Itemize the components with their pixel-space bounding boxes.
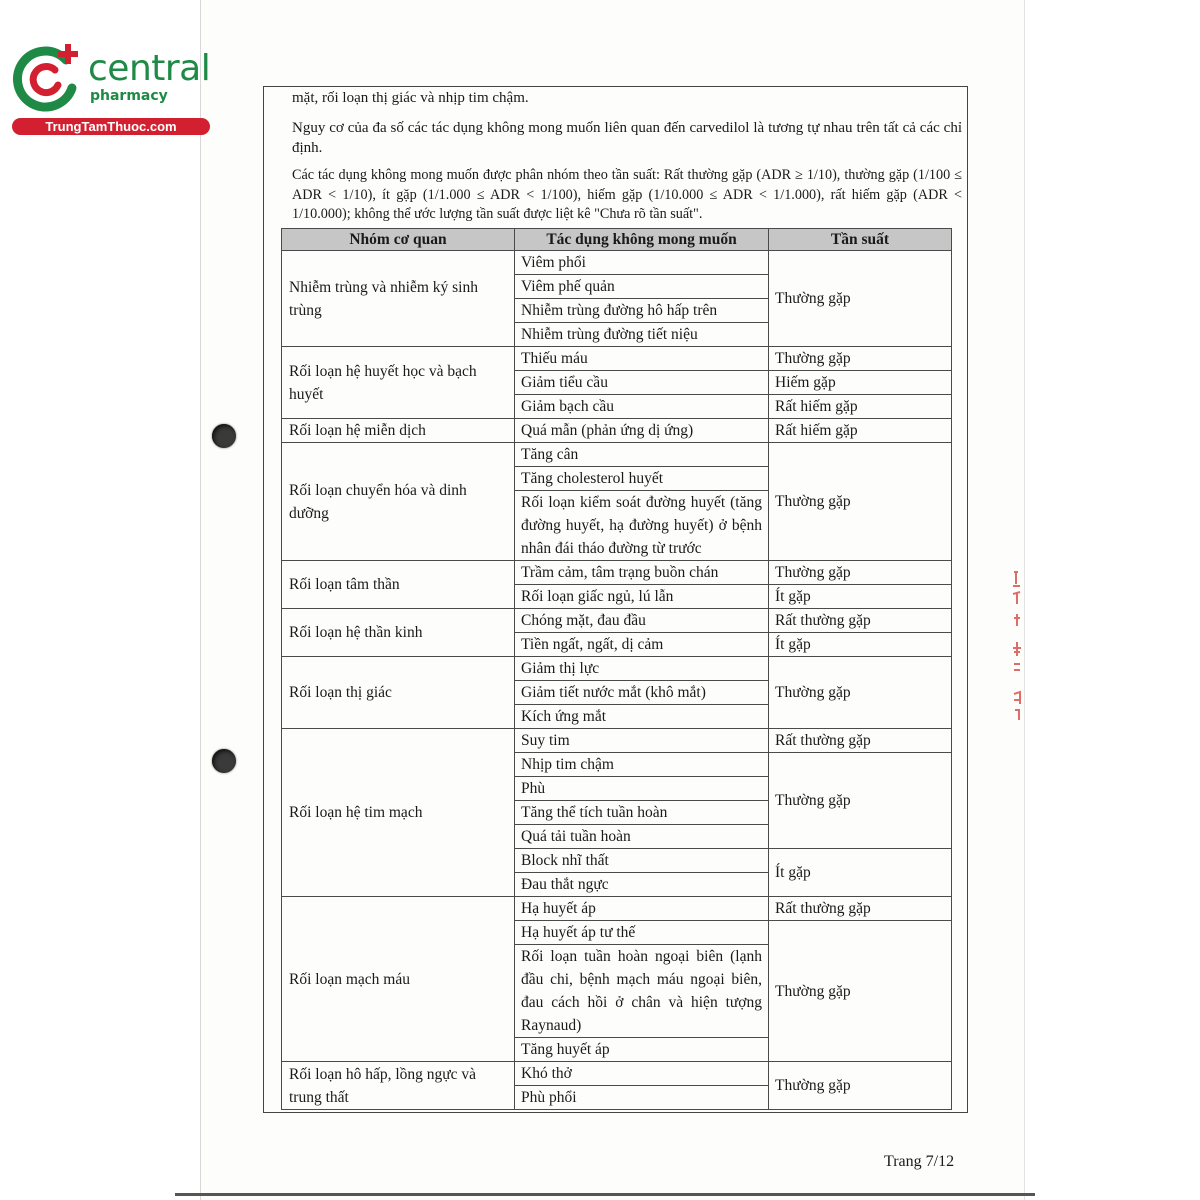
punch-hole-icon [212, 749, 236, 773]
effect-cell: Hạ huyết áp [515, 897, 769, 921]
table-row [282, 419, 952, 443]
effect-cell: Giảm tiểu cầu [515, 371, 769, 395]
page-bottom-edge [175, 1193, 1035, 1196]
organ-group-cell: Rối loạn hệ thần kinh [282, 609, 515, 657]
table-row [282, 251, 952, 275]
pharmacy-cross-icon [10, 40, 86, 116]
effect-cell: Phù phổi [515, 1086, 769, 1110]
frequency-cell: Thường gặp [769, 1062, 952, 1110]
effect-cell: Hạ huyết áp tư thế [515, 921, 769, 945]
table-row [282, 347, 952, 371]
table-row [282, 897, 952, 921]
organ-group-cell: Rối loạn hệ huyết học và bạch huyết [282, 347, 515, 419]
table-row [282, 561, 952, 585]
frequency-cell: Ít gặp [769, 849, 952, 897]
effect-cell: Trầm cảm, tâm trạng buồn chán [515, 561, 769, 585]
organ-group-cell: Rối loạn mạch máu [282, 897, 515, 1062]
organ-group-cell: Rối loạn thị giác [282, 657, 515, 729]
page-number: Trang 7/12 [884, 1153, 955, 1170]
logo-website-link[interactable]: TrungTamThuoc.com [12, 118, 210, 135]
frequency-cell: Thường gặp [769, 251, 952, 347]
frequency-cell: Rất hiếm gặp [769, 419, 952, 443]
effect-cell: Rối loạn tuần hoàn ngoại biên (lạnh đầu chi, bệnh mạch máu ngoại biên, đau cách hồi ở chân và hiện tượng Raynaud) [515, 945, 769, 1038]
frequency-cell: Rất thường gặp [769, 729, 952, 753]
effect-cell: Nhịp tim chậm [515, 753, 769, 777]
adverse-effects-table [281, 228, 952, 1110]
effect-cell: Khó thở [515, 1062, 769, 1086]
effect-cell: Kích ứng mắt [515, 705, 769, 729]
organ-group-cell: Rối loạn hệ miễn dịch [282, 419, 515, 443]
frequency-cell: Thường gặp [769, 921, 952, 1062]
organ-group-cell: Rối loạn hô hấp, lồng ngực và trung thất [282, 1062, 515, 1110]
frequency-cell: Ít gặp [769, 633, 952, 657]
table-header-row [282, 229, 952, 251]
effect-cell: Suy tim [515, 729, 769, 753]
effect-cell: Quá tải tuần hoàn [515, 825, 769, 849]
effect-cell: Chóng mặt, đau đầu [515, 609, 769, 633]
frequency-cell: Rất hiếm gặp [769, 395, 952, 419]
frequency-cell: Thường gặp [769, 561, 952, 585]
effect-cell: Đau thắt ngực [515, 873, 769, 897]
intro-paragraph: Nguy cơ của đa số các tác dụng không mong muốn liên quan đến carvedilol là tương tự nhau trên tất cả các chỉ định. [292, 120, 962, 156]
effect-cell: Giảm tiết nước mắt (khô mắt) [515, 681, 769, 705]
effect-cell: Tăng thể tích tuần hoàn [515, 801, 769, 825]
effect-cell: Viêm phổi [515, 251, 769, 275]
table-row [282, 657, 952, 681]
effect-cell: Giảm bạch cầu [515, 395, 769, 419]
logo-subtitle: pharmacy [90, 88, 168, 104]
frequency-definition-paragraph: Các tác dụng không mong muốn được phân nhóm theo tần suất: Rất thường gặp (ADR ≥ 1/10), thường gặp (1/100 ≤ ADR < 1/10), ít gặp (1/1.000 ≤ ADR < 1/100), hiếm gặp (1/10.000 ≤ ADR < 1/1.000), rất hiếm gặp (ADR < 1/10.000); không thể ước lượng tần suất được liệt kê "Chưa rõ tần suất". [292, 167, 962, 222]
frequency-cell: Thường gặp [769, 657, 952, 729]
effect-cell: Thiếu máu [515, 347, 769, 371]
effect-cell: Nhiễm trùng đường tiết niệu [515, 323, 769, 347]
header-adverse-effect: Tác dụng không mong muốn [515, 229, 769, 251]
logo-name: central [88, 48, 211, 89]
effect-cell: Giảm thị lực [515, 657, 769, 681]
central-pharmacy-logo [10, 36, 215, 136]
frequency-cell: Ít gặp [769, 585, 952, 609]
table-row [282, 729, 952, 753]
effect-cell: Tăng cholesterol huyết [515, 467, 769, 491]
intro-line: mặt, rối loạn thị giác và nhịp tim chậm. [292, 90, 529, 106]
effect-cell: Tăng huyết áp [515, 1038, 769, 1062]
effect-cell: Phù [515, 777, 769, 801]
header-frequency: Tần suất [769, 229, 952, 251]
effect-cell: Viêm phế quản [515, 275, 769, 299]
effect-cell: Rối loạn giấc ngủ, lú lẫn [515, 585, 769, 609]
effect-cell: Tăng cân [515, 443, 769, 467]
frequency-cell: Rất thường gặp [769, 897, 952, 921]
organ-group-cell: Rối loạn chuyển hóa và dinh dưỡng [282, 443, 515, 561]
frequency-cell: Thường gặp [769, 443, 952, 561]
organ-group-cell: Rối loạn tâm thần [282, 561, 515, 609]
frequency-cell: Rất thường gặp [769, 609, 952, 633]
red-stamp-mark-icon [1008, 568, 1034, 728]
table-row [282, 1062, 952, 1086]
organ-group-cell: Nhiễm trùng và nhiễm ký sinh trùng [282, 251, 515, 347]
effect-cell: Rối loạn kiểm soát đường huyết (tăng đường huyết, hạ đường huyết) ở bệnh nhân đái tháo đường từ trước [515, 491, 769, 561]
frequency-cell: Thường gặp [769, 753, 952, 849]
effect-cell: Nhiễm trùng đường hô hấp trên [515, 299, 769, 323]
punch-hole-icon [212, 424, 236, 448]
frequency-cell: Hiếm gặp [769, 371, 952, 395]
effect-cell: Block nhĩ thất [515, 849, 769, 873]
header-organ-group: Nhóm cơ quan [282, 229, 515, 251]
effect-cell: Tiền ngất, ngất, dị cảm [515, 633, 769, 657]
effect-cell: Quá mẫn (phản ứng dị ứng) [515, 419, 769, 443]
table-row [282, 609, 952, 633]
table-row [282, 443, 952, 467]
frequency-cell: Thường gặp [769, 347, 952, 371]
organ-group-cell: Rối loạn hệ tim mạch [282, 729, 515, 897]
